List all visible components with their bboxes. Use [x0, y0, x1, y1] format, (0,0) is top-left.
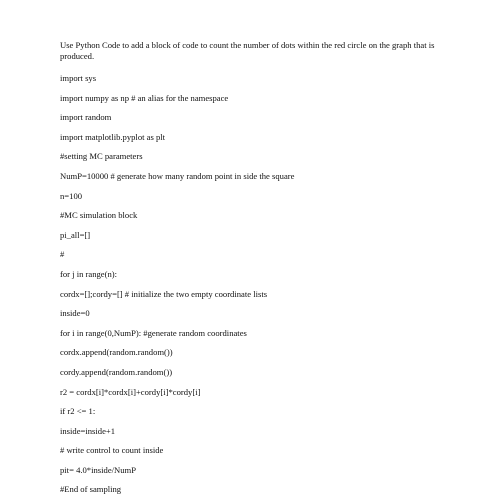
code-line: #MC simulation block	[60, 210, 138, 221]
code-line: for i in range(0,NumP): #generate random coordinates	[60, 327, 247, 338]
document-page	[60, 40, 460, 504]
code-line: r2 = cordx[i]*cordx[i]+cordy[i]*cordy[i]	[60, 386, 201, 397]
code-line: #setting MC parameters	[60, 151, 143, 162]
code-line: n=100	[60, 190, 83, 201]
code-line: cordx.append(random.random())	[60, 347, 173, 358]
code-line: pi_all=[]	[60, 229, 91, 240]
code-line: cordy.append(random.random())	[60, 366, 173, 377]
code-line: import matplotlib.pyplot as plt	[60, 131, 166, 142]
code-line: for j in range(n):	[60, 268, 118, 279]
code-line: inside=inside+1	[60, 425, 116, 436]
code-line: import numpy as np # an alias for the namespace	[60, 92, 229, 103]
code-line: if r2 <= 1:	[60, 406, 96, 417]
code-line: inside=0	[60, 308, 90, 319]
code-line: NumP=10000 # generate how many random point in side the square	[60, 170, 295, 181]
code-line: # write control to count inside	[60, 445, 164, 456]
code-line: import random	[60, 112, 112, 123]
instruction-text: Use Python Code to add a block of code to count the number of dots within the red circle on the graph that is produced.	[60, 40, 435, 61]
code-line: pit= 4.0*inside/NumP	[60, 464, 136, 475]
code-line: #	[60, 249, 65, 260]
code-line: import sys	[60, 73, 97, 83]
code-line: cordx=[];cordy=[] # initialize the two empty coordinate lists	[60, 288, 268, 299]
code-listing	[60, 73, 460, 494]
code-line: #End of sampling	[60, 484, 122, 495]
